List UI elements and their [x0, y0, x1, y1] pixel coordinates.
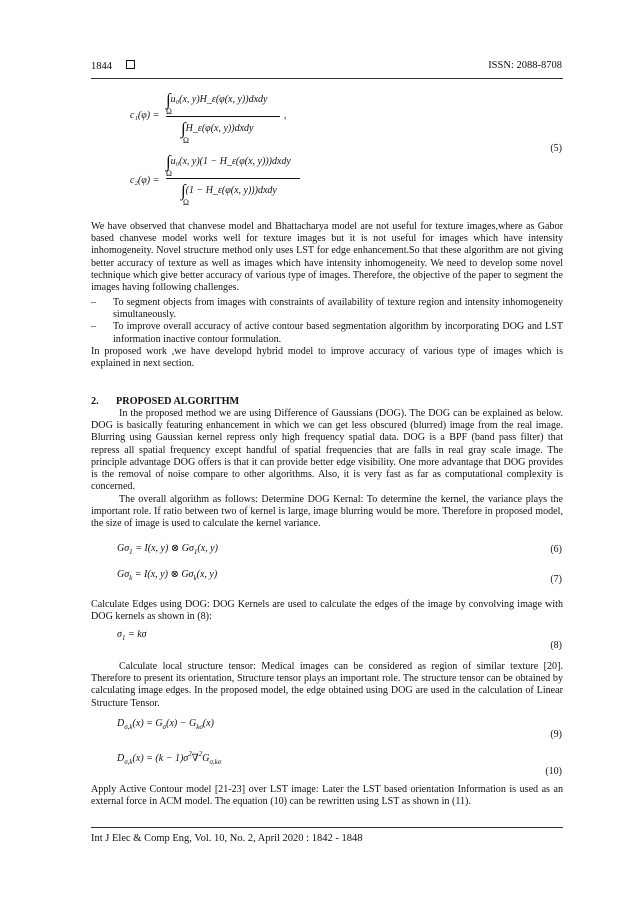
- integral-icon: ∫: [166, 152, 171, 171]
- challenges-list: [91, 297, 563, 346]
- eq5-comma: ,: [284, 110, 287, 121]
- eq5-c2-numerator: ∫u₀(x, y)(1 − H_ε(φ(x, y)))dxdy: [166, 152, 291, 171]
- dash-icon: –: [91, 321, 97, 333]
- journal-issn: ISSN: 2088-8708: [488, 60, 562, 71]
- dash-icon: –: [91, 297, 97, 308]
- equation-8: $\sigma_1 = k\sigma$: [117, 629, 147, 642]
- footer-citation: Int J Elec & Comp Eng, Vol. 10, No. 2, April 2020 : 1842 - 1848: [91, 833, 363, 844]
- integral-icon: ∫: [181, 181, 186, 200]
- paragraph-structure-tensor: Calculate local structure tensor: Medical images can be considered as region of similar texture [20]. Therefore to present its orientation, Structure tensor plays an important role. The structure tensor can be obtained by calculating image edges. In the proposed model, the edge obtained using DOG are used in the calculation of Linear Structure Tensor.: [91, 661, 563, 709]
- eq5-c1-denominator: ∫H_ε(φ(x, y))dxdy: [181, 119, 254, 138]
- eq5-c2-num-omega: Ω: [166, 169, 172, 178]
- footer-divider: [91, 827, 563, 828]
- equation-9: $D_{\sigma,k}(x) = G_\sigma(x) - G_{k\sigma}(x)$: [117, 718, 214, 731]
- integral-icon: ∫: [181, 119, 186, 138]
- integral-icon: ∫: [166, 90, 171, 109]
- list-item: – To segment objects from images with constraints of availability of texture region and intensity inhomogeneity simultaneously.: [91, 297, 563, 321]
- equation-9-number: (9): [550, 729, 562, 740]
- equation-10-number: (10): [545, 766, 562, 777]
- equation-7-number: (7): [550, 574, 562, 585]
- eq5-c1-den-omega: Ω: [183, 136, 189, 145]
- equation-10: $D_{\sigma,k}(x) = (k - 1)\sigma^2\nabla^2G_{\sigma,k\sigma}$: [117, 750, 222, 766]
- page-number: 1844: [91, 60, 135, 72]
- paragraph-overall-algorithm: The overall algorithm as follows: Determine DOG Kernal: To determine the kernel, the variance plays the important role. If ratio between two of kernel is large, image blurring would be more. Therefore in proposed model, the size of image is used to calculate the kernel variance.: [91, 494, 563, 530]
- equation-6: $G\sigma_1 = I(x$, y) ⊗ $G\sigma_1(x$, y): [117, 543, 218, 556]
- eq5-c1-fraction-bar: [166, 116, 280, 117]
- section-heading: 2. PROPOSED ALGORITHM: [91, 396, 240, 407]
- eq5-c1-numerator: ∫u₀(x, y)H_ε(φ(x, y))dxdy: [166, 90, 268, 109]
- equation-6-number: (6): [550, 544, 562, 555]
- eq5-c2-den-omega: Ω: [183, 198, 189, 207]
- equation-7: $G\sigma_k = I(x$, y) ⊗ $G\sigma_k(x$, y): [117, 569, 218, 582]
- eq5-c1-lhs: c₁(φ) =: [130, 110, 160, 121]
- paragraph-active-contour: Apply Active Contour model [21-23] over LST image: Later the LST based orientation Information is used as an external force in ACM model. The equation (10) can be rewritten using LST as shown in (11).: [91, 784, 563, 808]
- list-item: – To improve overall accuracy of active contour based segmentation algorithm by incorporating DOG and LST information inactive contour formulation.: [91, 321, 563, 345]
- paragraph-proposed-work: In proposed work ,we have developd hybrid model to improve accuracy of various type of images which is explained in next section.: [91, 346, 563, 370]
- header-divider: [91, 78, 563, 79]
- paragraph-dog-explanation: In the proposed method we are using Difference of Gaussians (DOG). The DOG can be explained as below. DOG is basically featuring enhancement in which we can get less obscured (blurred) image from the real image. Blurring using Gaussian kernel repress only high frequency spatial data. DOG is a BPF (band pass filter) that repress all spatial frequency except handful of spatial frequencies that are falls in real gray scale image. The principle advantage DOG offers is that it can provide better edge visibility. One more advantage that DOG provides is the removal of noise compare to other algorithms. Also, it is very fast as far as computational complexity is concerned.: [91, 408, 563, 493]
- eq5-c2-fraction-bar: [166, 178, 300, 179]
- square-icon: [126, 60, 135, 69]
- equation-8-number: (8): [550, 640, 562, 651]
- equation-5-number: (5): [550, 143, 562, 154]
- eq5-c2-lhs: c₂(φ) =: [130, 175, 160, 186]
- paragraph-calculate-edges: Calculate Edges using DOG: DOG Kernels are used to calculate the edges of the image by convolving image with DOG kernels as shown in (8):: [91, 599, 563, 623]
- paragraph-challenges-intro: We have observed that chanvese model and Bhattacharya model are not useful for texture images,where as Gabor based chanvese model works well for texture images but it is not useful for images which have intensity inhomogeneity. Novel structure method only uses LST for edge enhancement.So that these algorithm are not giving better accuracy of texture as well as images which have intensity inhomogeneity. We need to develop some novel technique which give better accuracy of various type of images. Therefore, the objective of the paper to segment the images having following challenges.: [91, 221, 563, 294]
- eq5-c1-num-omega: Ω: [166, 107, 172, 116]
- eq5-c2-denominator: ∫(1 − H_ε(φ(x, y)))dxdy: [181, 181, 277, 200]
